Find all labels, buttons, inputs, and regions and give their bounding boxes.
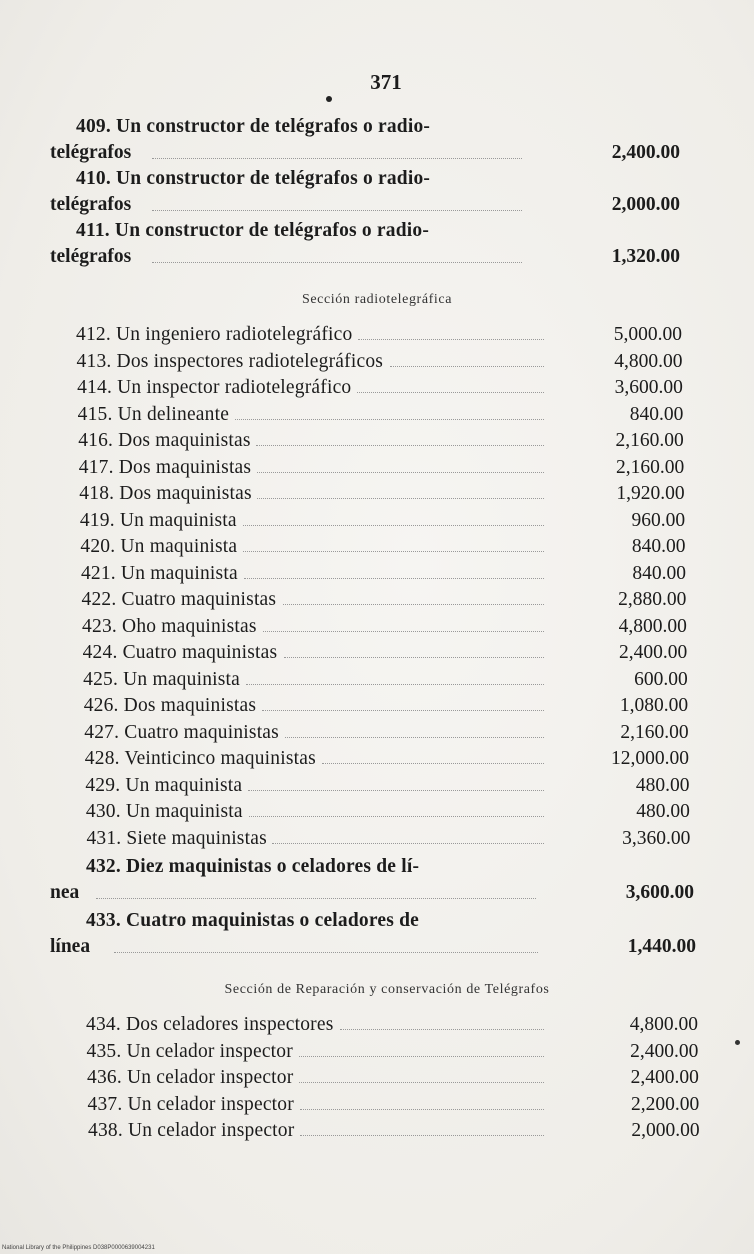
list-item	[0, 1012, 754, 1039]
entry-amount: 5,000.00	[613, 324, 682, 345]
entry-amount: 4,800.00	[629, 1014, 698, 1035]
entry-label: 413. Dos inspectores radiotelegráficos	[76, 350, 384, 372]
entry-label: 438. Un celador inspector	[88, 1120, 295, 1141]
list-item	[0, 614, 754, 641]
entry-label: 436. Un celador inspector	[87, 1067, 294, 1088]
entry-amount: 2,400.00	[611, 142, 680, 163]
dot-leader	[96, 898, 536, 899]
dot-leader	[262, 710, 544, 711]
entry-amount: 840.00	[632, 562, 686, 584]
list-item	[0, 349, 754, 376]
dot-leader	[357, 392, 544, 393]
list-item	[0, 1092, 754, 1119]
entry-label-line1: 432. Diez maquinistas o celadores de lí-	[86, 856, 420, 877]
entry-label-line1: 411. Un constructor de telégrafos o radio-	[76, 220, 430, 241]
entry-label: 417. Dos maquinistas	[78, 456, 252, 478]
section-title-radio: Sección radiotelegráfica	[301, 292, 453, 307]
entry-label-line1: 409. Un constructor de telégrafos o radio-	[76, 116, 431, 137]
entry-label-line2-row	[0, 880, 754, 906]
entry-411	[0, 218, 754, 270]
entry-433	[0, 908, 754, 960]
entry-label: 412. Un ingeniero radiotelegráfico	[76, 324, 353, 345]
dot-leader	[235, 419, 544, 420]
list-item	[0, 402, 754, 429]
entry-label-line1: 433. Cuatro maquinistas o celadores de	[86, 910, 419, 931]
dot-leader	[322, 763, 544, 764]
entry-amount: 2,000.00	[631, 1120, 700, 1141]
entry-label: 434. Dos celadores inspectores	[86, 1014, 334, 1035]
entry-label: 416. Dos maquinistas	[78, 430, 251, 451]
entry-label-line2: telégrafos	[50, 142, 132, 163]
entry-label: 430. Un maquinista	[85, 801, 243, 822]
list-item	[0, 534, 754, 561]
dot-leader	[243, 525, 544, 526]
entry-amount: 12,000.00	[611, 748, 690, 769]
dot-leader	[246, 684, 544, 685]
list-item	[0, 587, 754, 614]
dot-leader	[358, 339, 544, 340]
dot-leader	[272, 843, 544, 844]
list-item	[0, 773, 754, 800]
list-item	[0, 322, 754, 349]
entry-label: 425. Un maquinista	[83, 668, 241, 690]
list-item	[0, 799, 754, 826]
entry-label: 415. Un delineante	[77, 403, 230, 425]
entry-label: 419. Un maquinista	[79, 509, 237, 531]
entry-amount: 840.00	[629, 403, 684, 425]
entry-amount: 2,000.00	[611, 194, 680, 215]
list-item	[0, 561, 754, 588]
entry-label: 426. Dos maquinistas	[83, 695, 257, 716]
entry-amount: 960.00	[631, 509, 686, 531]
dot-leader	[249, 816, 544, 817]
dot-leader	[257, 498, 544, 499]
repair-entries-list	[0, 1012, 754, 1145]
dot-leader	[257, 472, 544, 473]
list-item	[0, 1065, 754, 1092]
dot-leader	[248, 790, 544, 791]
section-title-repair: Sección de Reparación y conservación de Telégrafos	[224, 982, 550, 997]
entry-amount: 2,200.00	[630, 1093, 700, 1115]
entry-409	[0, 114, 754, 166]
entry-amount: 840.00	[631, 536, 686, 557]
dot-leader	[244, 578, 544, 579]
dot-leader	[340, 1029, 544, 1030]
list-item	[0, 1039, 754, 1066]
entry-label-line1: 410. Un constructor de telégrafos o radio-	[76, 168, 431, 189]
entry-label-line2: línea	[50, 936, 91, 957]
entry-amount: 1,440.00	[627, 936, 696, 957]
entry-label-line2-row	[0, 934, 754, 960]
entry-label: 418. Dos maquinistas	[79, 483, 252, 504]
dot-leader	[300, 1109, 544, 1110]
list-item	[0, 428, 754, 455]
entry-label: 435. Un celador inspector	[86, 1040, 293, 1062]
entry-label: 421. Un maquinista	[80, 562, 238, 584]
dot-leader	[152, 262, 522, 263]
entry-410	[0, 166, 754, 218]
dot-leader	[152, 210, 522, 211]
list-item	[0, 640, 754, 667]
entry-label-line2: telégrafos	[50, 194, 132, 215]
list-item	[0, 667, 754, 694]
dot-leader	[114, 952, 538, 953]
entry-label: 428. Veinticinco maquinistas	[84, 748, 316, 769]
ink-dot	[326, 96, 332, 102]
entry-amount: 1,080.00	[619, 695, 689, 716]
dot-leader	[283, 604, 544, 605]
entry-amount: 1,320.00	[611, 246, 680, 267]
entry-amount: 3,360.00	[622, 827, 691, 849]
entry-label: 414. Un inspector radiotelegráfico	[77, 377, 352, 398]
entry-amount: 1,920.00	[616, 483, 685, 504]
entry-amount: 2,160.00	[615, 456, 685, 478]
list-item	[0, 1118, 754, 1145]
entry-amount: 2,400.00	[630, 1040, 699, 1062]
entry-label: 429. Un maquinista	[85, 774, 243, 796]
entry-432	[0, 854, 754, 906]
list-item	[0, 826, 754, 853]
dot-leader	[152, 158, 522, 159]
list-item	[0, 508, 754, 535]
entry-amount: 2,400.00	[630, 1067, 699, 1088]
dot-leader	[390, 366, 544, 367]
dot-leader	[243, 551, 544, 552]
list-item	[0, 481, 754, 508]
entry-amount: 2,400.00	[619, 642, 688, 663]
entry-amount: 600.00	[634, 668, 688, 690]
entry-amount: 2,880.00	[618, 589, 687, 610]
radio-entries-list	[0, 322, 754, 852]
entry-label: 420. Un maquinista	[80, 536, 238, 557]
entry-amount: 2,160.00	[615, 430, 684, 451]
list-item	[0, 455, 754, 482]
entry-label: 431. Siete maquinistas	[86, 827, 267, 849]
entry-label-line2-row	[0, 192, 754, 218]
entry-amount: 2,160.00	[620, 721, 689, 743]
entry-label-line2: telégrafos	[50, 246, 132, 267]
dot-leader	[299, 1082, 544, 1083]
entry-label-line2-row	[0, 140, 754, 166]
entry-amount: 480.00	[636, 801, 690, 822]
entry-amount: 480.00	[635, 774, 690, 796]
dot-leader	[285, 737, 544, 738]
entry-label: 422. Cuatro maquinistas	[81, 589, 277, 610]
entry-amount: 3,600.00	[614, 377, 683, 398]
entry-amount: 3,600.00	[625, 882, 694, 903]
entry-label: 437. Un celador inspector	[87, 1093, 294, 1115]
entry-label-line2: nea	[50, 882, 80, 903]
dot-leader	[263, 631, 544, 632]
list-item	[0, 720, 754, 747]
list-item	[0, 746, 754, 773]
dot-leader	[284, 657, 544, 658]
page-number: 371	[370, 70, 402, 94]
entry-label: 427. Cuatro maquinistas	[84, 721, 279, 743]
list-item	[0, 375, 754, 402]
dot-leader	[256, 445, 544, 446]
dot-leader	[300, 1135, 544, 1136]
list-item	[0, 693, 754, 720]
entry-label: 424. Cuatro maquinistas	[82, 642, 278, 663]
entry-amount: 4,800.00	[618, 615, 687, 637]
entry-label: 423. Oho maquinistas	[82, 615, 257, 637]
footer-note: National Library of the Philippines D038P0000639004231	[2, 1245, 155, 1251]
entry-label-line2-row	[0, 244, 754, 270]
entry-amount: 4,800.00	[614, 350, 683, 372]
document-content	[0, 114, 754, 1145]
dot-leader	[299, 1056, 544, 1057]
